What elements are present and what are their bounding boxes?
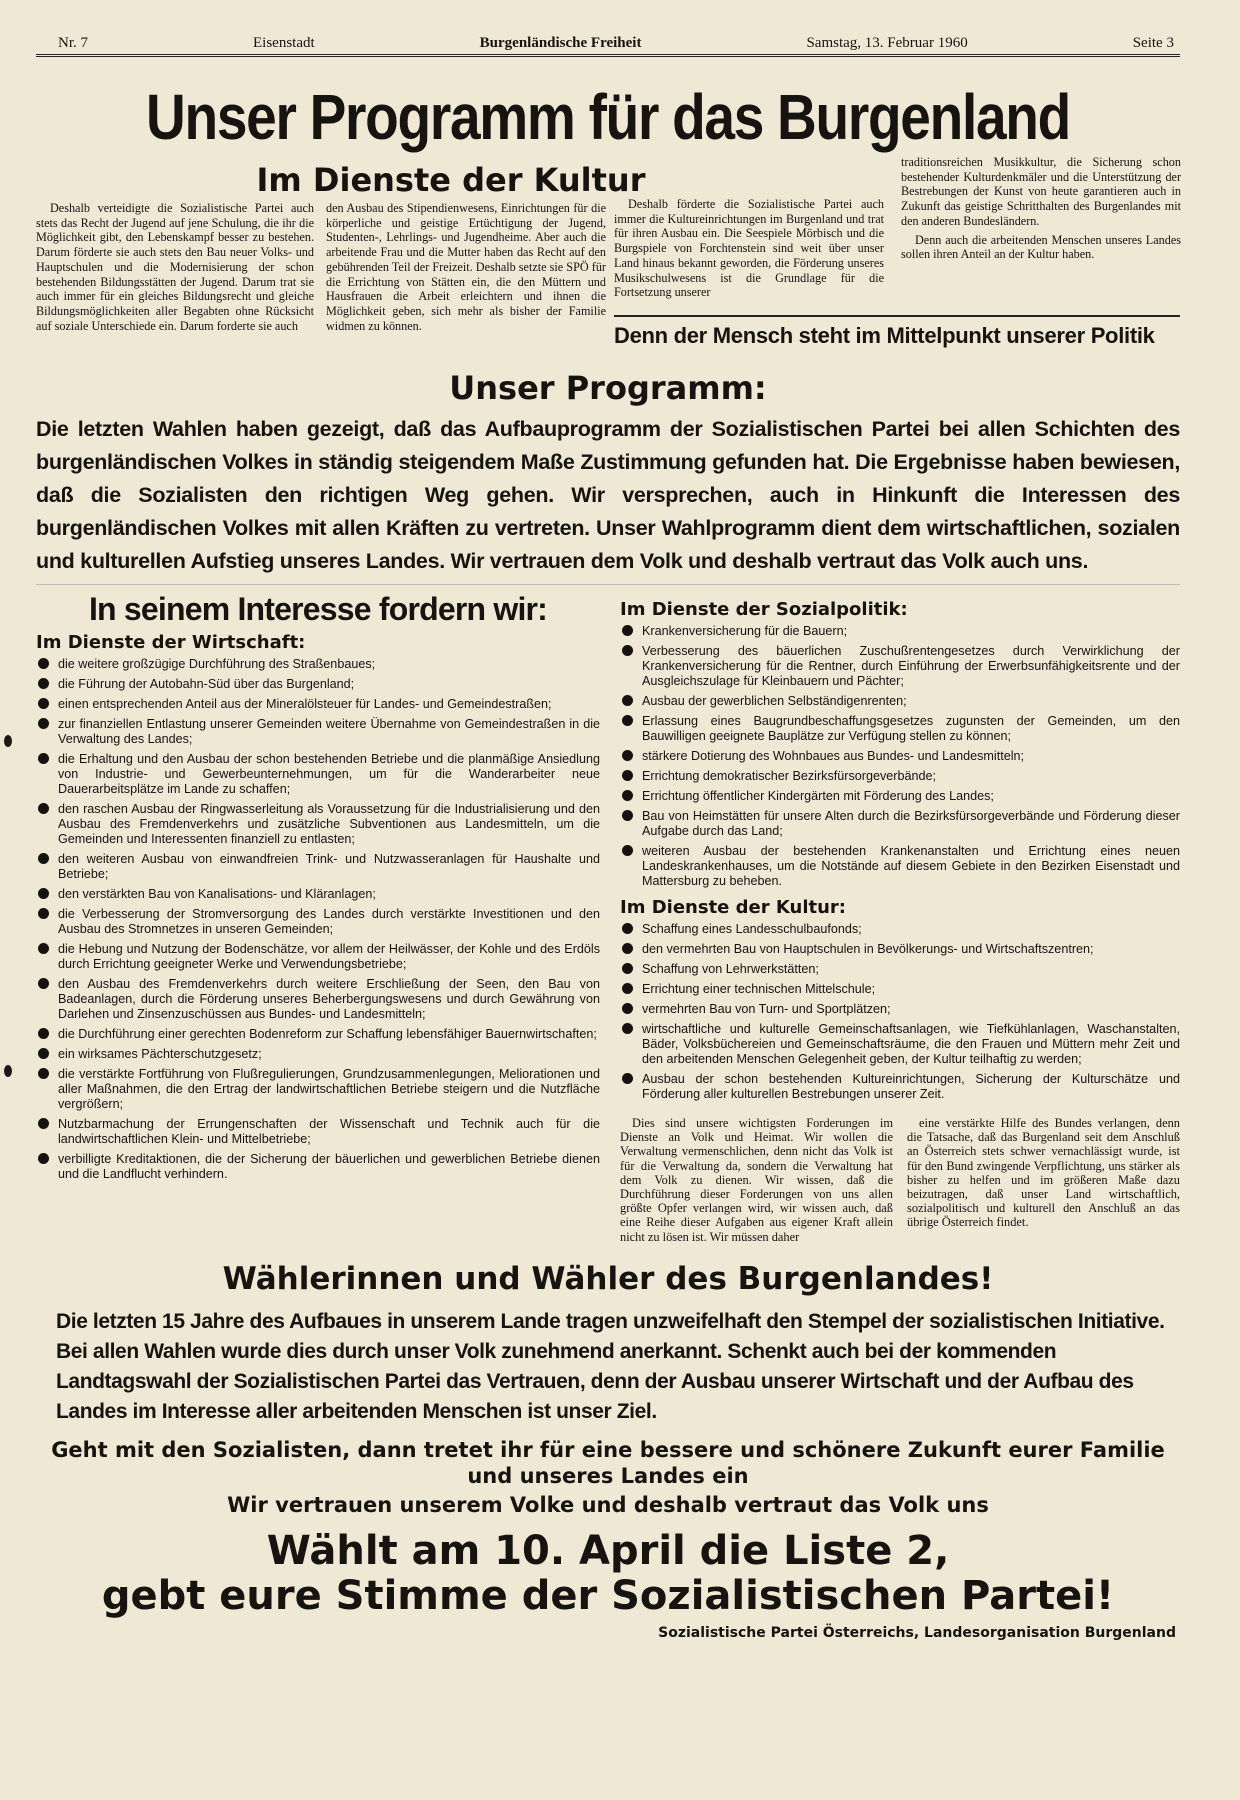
demands-right-column (620, 595, 1180, 1244)
bullet-icon (38, 698, 49, 709)
newspaper-name: Burgenländische Freiheit (479, 35, 642, 51)
demands-title: In seinem Interesse fordern wir: (88, 591, 548, 627)
list-item (620, 942, 1180, 957)
list-item (36, 1067, 600, 1112)
list-item (36, 1047, 600, 1062)
list-item-text: die weitere großzügige Durchführung des Straßenbaues; (58, 657, 376, 671)
party-signature: Sozialistische Partei Österreichs, Landesorganisation Burgenland (658, 1625, 1176, 1641)
list-item-text: die Durchführung einer gerechten Bodenreform zur Schaffung lebensfähiger Bauernwirtschaften; (58, 1027, 597, 1041)
list-item (620, 694, 1180, 709)
list-item-text: stärkere Dotierung des Wohnbaues aus Bundes- und Landesmitteln; (642, 749, 1025, 763)
bullet-icon (622, 715, 633, 726)
list-item (36, 752, 600, 797)
issue-date: Samstag, 13. Februar 1960 (806, 35, 968, 51)
list-item-text: Errichtung demokratischer Bezirksfürsorgeverbände; (642, 769, 936, 783)
economy-title: Im Dienste der Wirtschaft: (36, 632, 306, 653)
list-item (36, 852, 600, 882)
list-item-text: ein wirksames Pächterschutzgesetz; (58, 1047, 262, 1061)
list-item (36, 1027, 600, 1042)
list-item-text: Ausbau der schon bestehenden Kultureinrichtungen, Sicherung der Kulturschätze und Förderung aller kulturellen Bestrebungen unserer Zeit. (642, 1072, 1180, 1101)
list-item-text: wirtschaftliche und kulturelle Gemeinschaftsanlagen, wie Tiefkühlanlagen, Waschanstalten, Bäder, Volksbüchereien und Gemeinschaftsräume, die den Frauen und Müttern mehr Zeit und den arbeitenden Menschen Gelegenheit geben, der Kultur teilhaftig zu werden; (642, 1022, 1180, 1066)
list-item (36, 1152, 600, 1182)
list-item (620, 982, 1180, 997)
culture-column-2: den Ausbau des Stipendienwesens, Einrichtungen für die körperliche und geistige Ertüchtigung der Jugend, Studenten-, Lehrlings- und Jugendheime. Aber auch die arbeitende Frau und die Mutter haben das Recht auf den gebührenden Teil der Freizeit. Deshalb setzte sie SPÖ für die Errichtung von Stätten ein, die den Müttern und Hausfrauen die Arbeit erleichtern und ihnen die Möglichkeit geben, sich mehr als bisher der Familie widmen zu können. (326, 201, 606, 333)
bullet-icon (622, 1003, 633, 1014)
vote-line-2: gebt eure Stimme der Sozialistischen Partei! (101, 1573, 1115, 1619)
list-item-text: den weiteren Ausbau von einwandfreien Trink- und Nutzwasseranlagen für Haushalte und Betriebe; (58, 852, 600, 881)
culture-column-1: Deshalb verteidigte die Sozialistische Partei auch stets das Recht der Jugend auf jene Schulung, die ihr die Möglichkeit gibt, den Lebenskampf besser zu bestehen. Darum förderte sie auch stets den Bau neuer Volks- und Hauptschulen und die Modernisierung der schon bestehenden Bildungsstätten der Jugend. Darum trat sie auch immer für ein gleiches Bildungsrecht und gleiche Bildungsmöglichkeiten aller Begabten ohne Rücksicht auf soziale Unterschiede ein. Darum forderte sie auch (36, 201, 314, 333)
list-item-text: die Erhaltung und den Ausbau der schon bestehenden Betriebe und die planmäßige Ansiedlung von Industrie- und Gewerbeunternehmungen, um für die Wanderarbeiter neue Dauerarbeitsplätze im Lande zu schaffen; (58, 752, 600, 796)
list-item (620, 789, 1180, 804)
bullet-icon (38, 1153, 49, 1164)
culture-slogan: Denn der Mensch steht im Mittelpunkt unserer Politik (614, 315, 1180, 349)
social-title: Im Dienste der Sozialpolitik: (620, 599, 908, 620)
bullet-icon (622, 923, 633, 934)
bullet-icon (38, 853, 49, 864)
program-title: Unser Programm: (449, 369, 767, 407)
bullet-icon (38, 943, 49, 954)
culture-article (36, 155, 1180, 361)
list-item (620, 714, 1180, 744)
list-item (36, 717, 600, 747)
bullet-icon (622, 943, 633, 954)
issue-number: Nr. 7 (58, 35, 88, 51)
list-item (620, 1002, 1180, 1017)
appeal-text: Die letzten 15 Jahre des Aufbaues in unserem Lande tragen unzweifelhaft den Stempel der sozialistischen Initiative. Bei allen Wahlen wurde dies durch unser Volk zunehmend anerkannt. Schenkt auch bei der kommenden Landtagswahl der Sozialistischen Partei das Vertrauen, denn der Ausbau unserer Wirtschaft und der Aufbau des Landes im Interesse aller arbeitenden Menschen ist unser Ziel. (56, 1310, 1165, 1423)
city: Eisenstadt (253, 35, 315, 51)
list-item-text: die Verbesserung der Stromversorgung des Landes durch verstärkte Investitionen und den Ausbau des Stromnetzes in unseren Gemeinden; (58, 907, 600, 936)
bullet-icon (622, 983, 633, 994)
bullet-icon (38, 1048, 49, 1059)
newspaper-page (36, 28, 1180, 1641)
bullet-icon (622, 1023, 633, 1034)
page-number: Seite 3 (1132, 35, 1174, 51)
appeal-call-2: Wir vertrauen unserem Volke und deshalb vertraut das Volk uns (227, 1493, 989, 1517)
list-item-text: Schaffung von Lehrwerkstätten; (642, 962, 819, 976)
bullet-icon (622, 645, 633, 656)
main-headline: Unser Programm für das Burgenland (146, 81, 1070, 153)
list-item-text: den vermehrten Bau von Hauptschulen in Bevölkerungs- und Wirtschaftszentren; (642, 942, 1094, 956)
page-header (36, 28, 1180, 57)
bullet-icon (38, 1118, 49, 1129)
list-item-text: weiteren Ausbau der bestehenden Krankenanstalten und Errichtung eines neuen Landeskrankenhauses, um die Notstände auf diesem Gebiete in den Bezirken Eisenstadt und Mattersburg zu beheben. (642, 844, 1180, 888)
list-item (620, 844, 1180, 889)
list-item-text: den verstärkten Bau von Kanalisations- und Kläranlagen; (58, 887, 376, 901)
bullet-icon (38, 803, 49, 814)
list-item-text: Bau von Heimstätten für unsere Alten durch die Bezirksfürsorgeverbände und Förderung dieser Aufgabe durch das Land; (642, 809, 1180, 838)
list-item-text: den Ausbau des Fremdenverkehrs durch weitere Erschließung der Seen, den Bau von Badeanlagen, durch die Förderung unseres Beherbergungswesens und durch Gewährung von Darlehen und Zinsenzuschüssen aus Bundes- und Landesmitteln; (58, 977, 600, 1021)
closing-text (620, 1116, 1180, 1244)
list-item-text: verbilligte Kreditaktionen, die der Sicherung der bäuerlichen und gewerblichen Betriebe dienen und die Landflucht verhindern. (58, 1152, 600, 1181)
demands-left-column (36, 591, 600, 1187)
list-item (620, 644, 1180, 689)
bullet-icon (38, 678, 49, 689)
list-item (620, 1022, 1180, 1067)
list-item-text: den raschen Ausbau der Ringwasserleitung als Voraussetzung für die Industrialisierung und den Ausbau des Fremdenverkehrs und zusätzliche Subventionen aus Landesmitteln, um die Gemeinden und Interessenten finanziell zu entlasten; (58, 802, 600, 846)
list-item-text: einen entsprechenden Anteil aus der Mineralölsteuer für Landes- und Gemeindestraßen; (58, 697, 552, 711)
culture-list (620, 922, 1180, 1102)
list-item (620, 624, 1180, 639)
list-item (36, 802, 600, 847)
bullet-icon (38, 908, 49, 919)
punch-hole-mark (4, 1065, 12, 1077)
list-item-text: Schaffung eines Landesschulbaufonds; (642, 922, 862, 936)
appeal-title: Wählerinnen und Wähler des Burgenlandes! (222, 1261, 994, 1297)
list-item (36, 907, 600, 937)
culture-column-3: Deshalb förderte die Sozialistische Partei auch immer die Kultureinrichtungen im Burgenland und trat für ihren Ausbau ein. Die Seespiele Mörbisch und die Burgspiele von Forchtenstein sind weit über unser Land hinaus bekannt geworden, die Förderung unseres Musikschulwesens ist die Grundlage für die Fortsetzung unserer (614, 197, 884, 300)
bullet-icon (622, 963, 633, 974)
culture-demands-title: Im Dienste der Kultur: (620, 897, 846, 918)
closing-right: eine verstärkte Hilfe des Bundes verlangen, denn die Tatsache, daß das Burgenland seit dem Anschluß an Österreich stets schwer vernachlässigt wurde, ist für den Bund zwingende Verpflichtung, uns stärker als bisher zu helfen und im größeren Maße dazu beizutragen, daß unser Land wirtschaftlich, sozialpolitisch und kulturell den Anschluß an das übrige Österreich findet. (907, 1116, 1180, 1230)
list-item (620, 922, 1180, 937)
closing-left: Dies sind unsere wichtigsten Forderungen im Dienste an Volk und Heimat. Wir wollen die Verwaltung vermenschlichen, denn nicht das Volk ist für die Verwaltung da, sondern die Verwaltung hat dem Volk zu dienen. Wir wissen, daß die Durchführung dieser Forderungen von uns allen größte Opfer verlangen wird, wir wissen auch, daß eine Reihe dieser Aufgaben aus eigener Kraft allein nicht zu lösen ist. Wir müssen daher (620, 1116, 893, 1244)
bullet-icon (622, 810, 633, 821)
list-item (36, 697, 600, 712)
list-item (36, 657, 600, 672)
list-item-text: Krankenversicherung für die Bauern; (642, 624, 848, 638)
list-item (620, 1072, 1180, 1102)
list-item-text: die verstärkte Fortführung von Flußregulierungen, Grundzusammenlegungen, Meliorationen und aller Maßnahmen, die den Ertrag der landwirtschaftlichen Betriebe steigern und die Nutzfläche vergrößern; (58, 1067, 600, 1111)
bullet-icon (622, 770, 633, 781)
list-item-text: Verbesserung des bäuerlichen Zuschußrentengesetzes durch Verwirklichung der Krankenversicherung für die Rentner, durch Einführung der Erwerbsunfähigkeitsrente und der Ausgleichszulage für Kleinbauern und Pächter; (642, 644, 1180, 688)
list-item-text: Erlassung eines Baugrundbeschaffungsgesetzes zugunsten der Gemeinden, um den Bauwilligen geeignete Bauplätze zur Verfügung stellen zu können; (642, 714, 1180, 743)
appeal-call-1: Geht mit den Sozialisten, dann tretet ihr für eine bessere und schönere Zukunft eurer Familie und unseres Landes ein (51, 1438, 1165, 1488)
list-item-text: die Hebung und Nutzung der Bodenschätze, vor allem der Heilwässer, der Kohle und des Erdöls durch Errichtung geeigneter Werke und Verwendungsbetriebe; (58, 942, 600, 971)
list-item-text: die Führung der Autobahn-Süd über das Burgenland; (58, 677, 355, 691)
bullet-icon (38, 1028, 49, 1039)
bullet-icon (38, 888, 49, 899)
bullet-icon (38, 753, 49, 764)
bullet-icon (622, 750, 633, 761)
list-item (36, 1117, 600, 1147)
list-item (36, 977, 600, 1022)
bullet-icon (38, 978, 49, 989)
bullet-icon (622, 695, 633, 706)
bullet-icon (622, 625, 633, 636)
social-list (620, 624, 1180, 889)
list-item (620, 749, 1180, 764)
bullet-icon (622, 790, 633, 801)
punch-hole-mark (4, 735, 12, 747)
program-intro: Die letzten Wahlen haben gezeigt, daß das Aufbauprogramm der Sozialistischen Partei bei allen Schichten des burgenländischen Volkes in ständig steigendem Maße Zustimmung gefunden hat. Die Ergebnisse haben bewiesen, daß die Sozialisten den richtigen Weg gehen. Wir versprechen, auch in Hinkunft die Interessen des burgenländischen Volkes mit allen Kräften zu vertreten. Unser Wahlprogramm dient dem wirtschaftlichen, sozialen und kulturellen Aufstieg unseres Landes. Wir vertrauen dem Volk und deshalb vertraut das Volk auch uns. (36, 417, 1180, 573)
vote-line-1: Wählt am 10. April die Liste 2, (266, 1528, 950, 1574)
bullet-icon (622, 1073, 633, 1084)
culture-column-4: traditionsreichen Musikkultur, die Sicherung schon bestehender Kulturdenkmäler und die Unterstützung der Bestrebungen der Kunst von heute garantieren auch in Zukunft das geistige Schritthalten des Burgenlandes mit den anderen Bundesländern. Denn auch die arbeitenden Menschen unseres Landes sollen ihren Anteil an der Kultur haben. (901, 155, 1181, 262)
culture-title: Im Dienste der Kultur (256, 161, 646, 199)
bullet-icon (38, 658, 49, 669)
list-item (36, 677, 600, 692)
list-item-text: Errichtung öffentlicher Kindergärten mit Förderung des Landes; (642, 789, 994, 803)
list-item (620, 769, 1180, 784)
demands-section (36, 584, 1180, 1255)
list-item-text: Nutzbarmachung der Errungenschaften der Wissenschaft und Technik auch für die landwirtschaftlichen Klein- und Mittelbetriebe; (58, 1117, 600, 1146)
list-item-text: vermehrten Bau von Turn- und Sportplätzen; (642, 1002, 891, 1016)
economy-list (36, 657, 600, 1182)
list-item-text: Errichtung einer technischen Mittelschule; (642, 982, 876, 996)
bullet-icon (38, 1068, 49, 1079)
list-item (36, 942, 600, 972)
list-item-text: Ausbau der gewerblichen Selbständigenrenten; (642, 694, 907, 708)
list-item (620, 809, 1180, 839)
list-item-text: zur finanziellen Entlastung unserer Gemeinden weitere Übernahme von Gemeindestraßen in die Verwaltung des Landes; (58, 717, 600, 746)
bullet-icon (622, 845, 633, 856)
list-item (620, 962, 1180, 977)
list-item (36, 887, 600, 902)
bullet-icon (38, 718, 49, 729)
